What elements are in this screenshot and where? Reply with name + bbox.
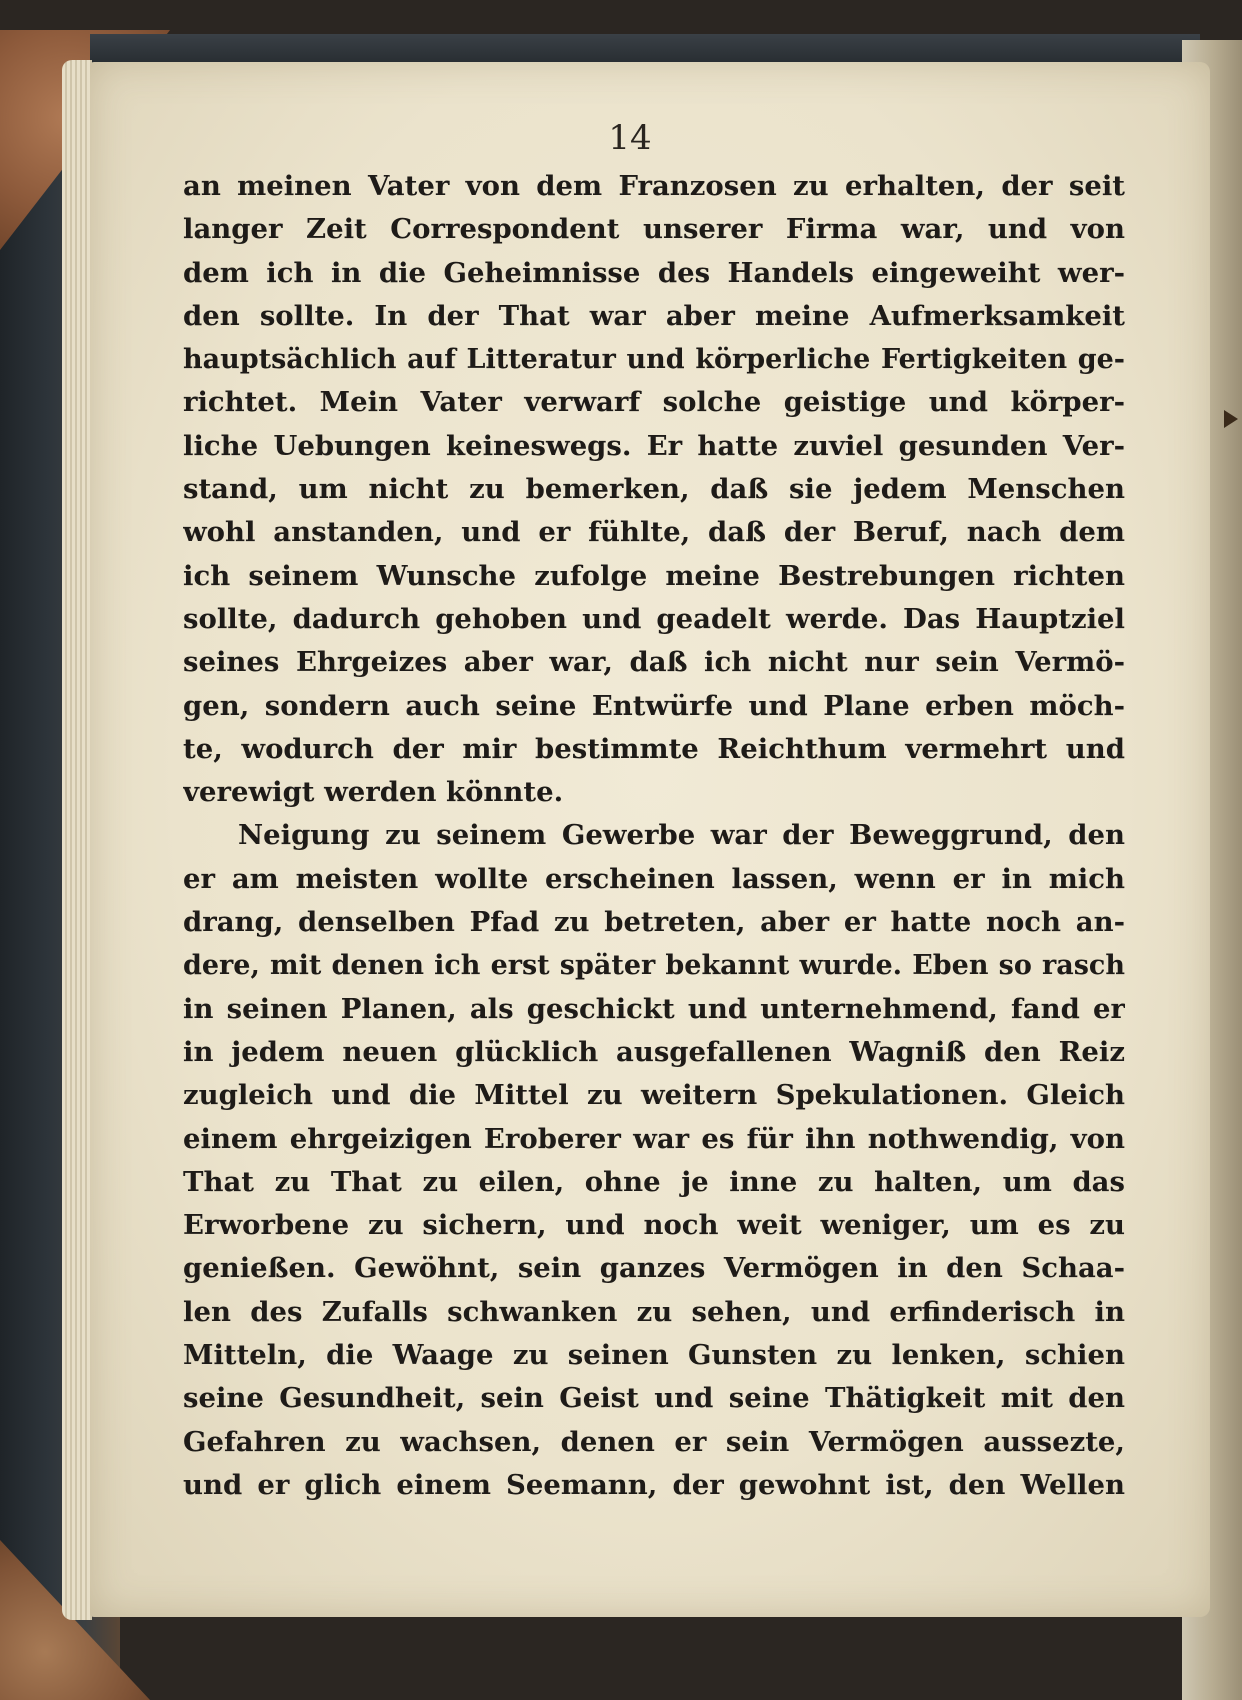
text-line: in jedem neuen glücklich ausgefallenen Wagniß den Reiz xyxy=(183,1035,1125,1068)
text-line: Gefahren zu wachsen, denen er sein Vermögen aussezte, xyxy=(183,1425,1125,1458)
text-line: wohl anstanden, und er fühlte, daß der Beruf, nach dem xyxy=(183,516,1125,549)
text-line: ich seinem Wunsche zufolge meine Bestrebungen richten xyxy=(183,559,1125,592)
text-line: gen, sondern auch seine Entwürfe und Plane erben möch- xyxy=(183,689,1125,722)
text-line: er am meisten wollte erscheinen lassen, wenn er in mich xyxy=(183,862,1125,895)
text-line: in seinen Planen, als geschickt und unternehmend, fand er xyxy=(183,992,1125,1025)
text-line: zugleich und die Mittel zu weitern Spekulationen. Gleich xyxy=(183,1079,1125,1112)
text-line: hauptsächlich auf Litteratur und körperliche Fertigkeiten ge- xyxy=(183,344,1125,376)
text-line: seine Gesundheit, sein Geist und seine Thätigkeit mit den xyxy=(183,1382,1125,1415)
text-line-paragraph-start: Neigung zu seinem Gewerbe war der Beweggrund, den xyxy=(238,819,1125,852)
text-line: richtet. Mein Vater verwarf solche geistige und körper- xyxy=(183,386,1125,419)
body-text xyxy=(183,165,1125,1507)
text-line: einem ehrgeizigen Eroberer war es für ihn nothwendig, von xyxy=(183,1122,1125,1155)
text-line: len des Zufalls schwanken zu sehen, und erfinderisch in xyxy=(183,1295,1125,1328)
text-line: stand, um nicht zu bemerken, daß sie jedem Menschen xyxy=(183,473,1125,506)
text-line: dem ich in die Geheimnisse des Handels eingeweiht wer- xyxy=(183,256,1125,289)
text-line: liche Uebungen keineswegs. Er hatte zuviel gesunden Ver- xyxy=(183,429,1125,462)
page-stack-edge xyxy=(62,60,92,1620)
text-line: langer Zeit Correspondent unserer Firma war, und von xyxy=(183,213,1125,246)
page-marker-arrow-icon xyxy=(1224,410,1238,428)
text-line: te, wodurch der mir bestimmte Reichthum vermehrt und xyxy=(183,732,1125,765)
text-line: den sollte. In der That war aber meine Aufmerksamkeit xyxy=(183,299,1125,332)
text-line: That zu That zu eilen, ohne je inne zu halten, um das xyxy=(183,1165,1125,1198)
text-line: sollte, dadurch gehoben und geadelt werde. Das Hauptziel xyxy=(183,602,1125,635)
text-line: seines Ehrgeizes aber war, daß ich nicht nur sein Vermö- xyxy=(183,646,1125,679)
text-line: und er glich einem Seemann, der gewohnt ist, den Wellen xyxy=(183,1468,1125,1501)
text-line: dere, mit denen ich erst später bekannt wurde. Eben so rasch xyxy=(183,950,1125,982)
text-line: genießen. Gewöhnt, sein ganzes Vermögen in den Schaa- xyxy=(183,1252,1125,1285)
text-line: drang, denselben Pfad zu betreten, aber er hatte noch an- xyxy=(183,906,1125,939)
page-number: 14 xyxy=(608,118,652,158)
text-line: Mitteln, die Waage zu seinen Gunsten zu lenken, schien xyxy=(183,1339,1125,1372)
text-line: an meinen Vater von dem Franzosen zu erhalten, der seit xyxy=(183,170,1125,202)
text-line: Erworbene zu sichern, und noch weit weniger, um es zu xyxy=(183,1209,1125,1242)
text-line-paragraph-end: verewigt werden könnte. xyxy=(183,776,564,809)
